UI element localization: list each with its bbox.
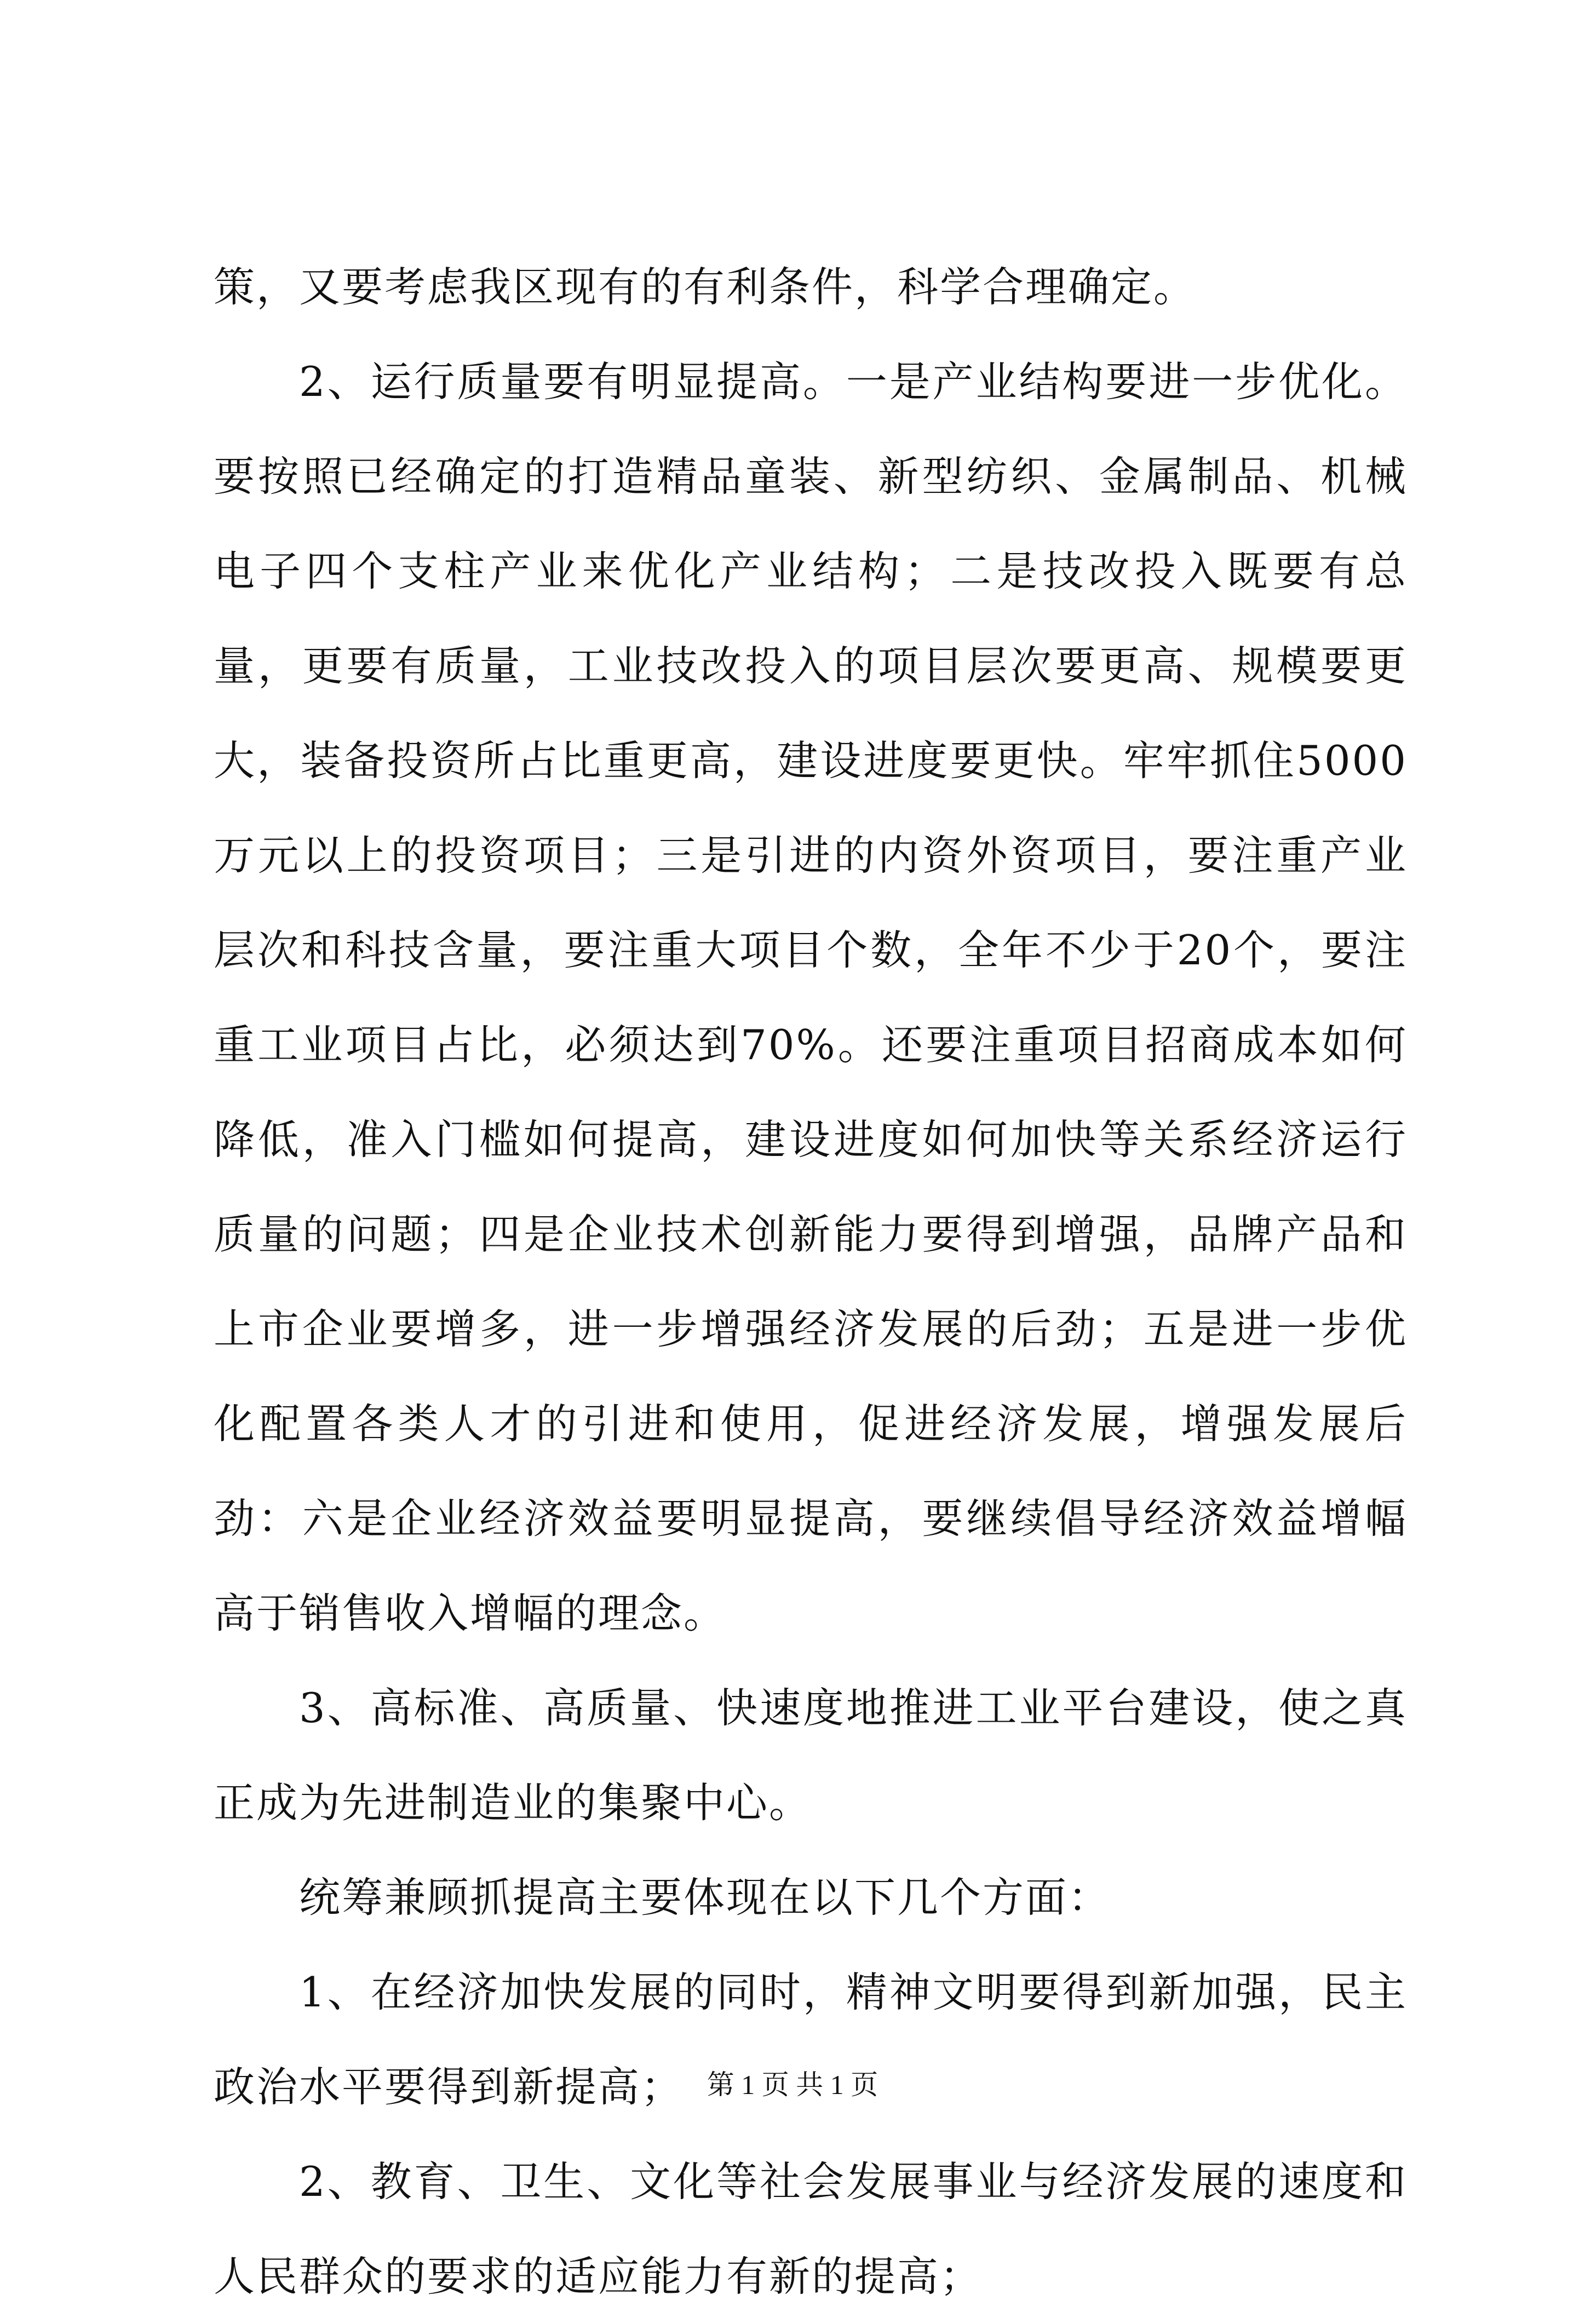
page-number-footer: 第 1 页 共 1 页 bbox=[707, 2069, 878, 2100]
paragraph-continuation: 策，又要考虑我区现有的有利条件，科学合理确定。 bbox=[214, 263, 1197, 311]
paragraph-coordination-intro: 统筹兼顾抓提高主要体现在以下几个方面： bbox=[299, 1873, 1111, 1922]
paragraph-social-development: 2、教育、卫生、文化等社会发展事业与经济发展的速度和人民群众的要求的适应能力有新的提高； bbox=[214, 2158, 1408, 2300]
paragraph-industrial-platform: 3、高标准、高质量、快速度地推进工业平台建设，使之真正成为先进制造业的集聚中心。 bbox=[214, 1684, 1408, 1827]
paragraph-civilization-democracy: 1、在经济加快发展的同时，精神文明要得到新加强，民主政治水平要得到新提高； bbox=[214, 1968, 1408, 2111]
paragraph-operation-quality: 2、运行质量要有明显提高。一是产业结构要进一步优化。要按照已经确定的打造精品童装、新型纺织、金属制品、机械电子四个支柱产业来优化产业结构；二是技改投入既要有总量，更要有质量，工业技改投入的项目层次要更高、规模要更大，装备投资所占比重更高，建设进度要更快。牢牢抓住5000万元以上的投资项目；三是引进的内资外资项目，要注重产业层次和科技含量，要注重大项目个数，全年不少于20个，要注重工业项目占比，必须达到70%。还要注重项目招商成本如何降低，准入门槛如何提高，建设进度如何加快等关系经济运行质量的问题；四是企业技术创新能力要得到增强，品牌产品和上市企业要增多，进一步增强经济发展的后劲；五是进一步优化配置各类人才的引进和使用，促进经济发展，增强发展后劲：六是企业经济效益要明显提高，要继续倡导经济效益增幅高于销售收入增幅的理念。 bbox=[214, 358, 1408, 1637]
document-body bbox=[214, 240, 1408, 2324]
